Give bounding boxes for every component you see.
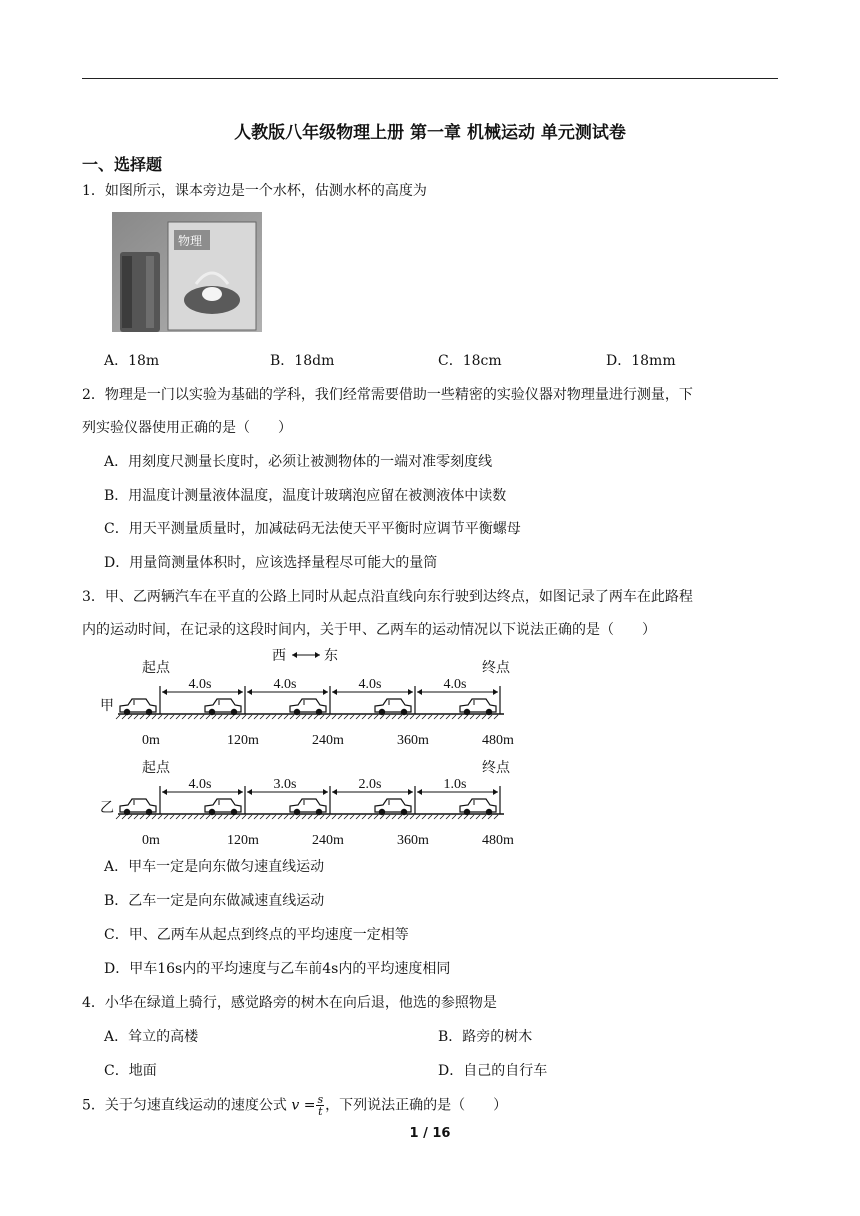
car-a-road-hatch	[200, 715, 204, 719]
car-b-road-hatch	[200, 815, 204, 819]
start-label-b: 起点	[142, 761, 170, 776]
end-label-a: 终点	[482, 661, 510, 676]
car-b-road-hatch	[260, 815, 264, 819]
car-a-road-hatch	[446, 715, 450, 719]
car-b-road-hatch	[272, 815, 276, 819]
car-a-road-hatch	[134, 715, 138, 719]
car-a-position-label-1: 120m	[227, 733, 259, 748]
q5-formula-numerator: s	[317, 1093, 324, 1106]
car-a-position-label-4: 480m	[482, 733, 514, 748]
car-a-road-hatch	[146, 715, 150, 719]
car-a-road-hatch	[410, 715, 414, 719]
car-a-interval-time-0: 4.0s	[188, 677, 212, 692]
car-a-road-hatch	[380, 715, 384, 719]
q2-option-c[interactable]: C．用天平测量质量时，加减砝码无法使天平平衡时应调节平衡螺母	[104, 521, 521, 537]
car-a-arrowhead-r-3	[493, 689, 498, 695]
car-b-road-hatch	[464, 815, 468, 819]
car-b-road-hatch	[458, 815, 462, 819]
car-b-interval-time-0: 4.0s	[188, 777, 212, 792]
q5-stem-suffix: ，下列说法正确的是（ ）	[325, 1097, 508, 1114]
car-a-car-1	[205, 699, 241, 715]
car-b-car-1	[205, 799, 241, 815]
car-a-road-hatch	[338, 715, 342, 719]
car-a-road-hatch	[248, 715, 252, 719]
car-a-road-hatch	[440, 715, 444, 719]
end-label-b: 终点	[482, 761, 510, 776]
car-b-road-hatch	[476, 815, 480, 819]
car-a-road-hatch	[404, 715, 408, 719]
car-a-road-hatch	[182, 715, 186, 719]
car-a-road-hatch	[122, 715, 126, 719]
car-a-road-hatch	[464, 715, 468, 719]
car-a-interval-time-3: 4.0s	[443, 677, 467, 692]
car-b-road-hatch	[332, 815, 336, 819]
car-b-arrowhead-r-2	[408, 789, 413, 795]
q2-option-b[interactable]: B．用温度计测量液体温度，温度计玻璃泡应留在被测液体中读数	[104, 488, 507, 504]
car-a-car-0	[120, 699, 156, 715]
car-b-road-hatch	[440, 815, 444, 819]
car-a-road-hatch	[308, 715, 312, 719]
car-b-position-label-0: 0m	[142, 833, 160, 846]
car-b-road-hatch	[398, 815, 402, 819]
car-b-road-hatch	[296, 815, 300, 819]
car-b-road-hatch	[356, 815, 360, 819]
car-b-road-hatch	[248, 815, 252, 819]
west-label: 西	[272, 649, 286, 664]
car-b-car-4	[460, 799, 496, 815]
q2-stem-line1: 2．物理是一门以实验为基础的学科，我们经常需要借助一些精密的实验仪器对物理量进行测量，下	[82, 387, 693, 403]
car-b-road-hatch	[446, 815, 450, 819]
car-a-road-hatch	[488, 715, 492, 719]
car-a-label: 甲	[100, 699, 114, 714]
car-a-road-hatch	[116, 715, 120, 719]
car-b-position-label-1: 120m	[227, 833, 259, 846]
q2-stem-line2: 列实验仪器使用正确的是（ ）	[82, 420, 292, 436]
q5-formula-fraction	[316, 1094, 324, 1117]
car-b-road-hatch	[374, 815, 378, 819]
car-b-road-hatch	[416, 815, 420, 819]
q1-option-c[interactable]: C．18cm	[438, 353, 502, 369]
car-b-road-hatch	[338, 815, 342, 819]
car-a-arrowhead-r-0	[238, 689, 243, 695]
car-a-road-hatch	[428, 715, 432, 719]
car-b-car-0	[120, 799, 156, 815]
car-a-car-4	[460, 699, 496, 715]
car-a-car-2	[290, 699, 326, 715]
car-a-road-hatch	[194, 715, 198, 719]
car-b-road-hatch	[218, 815, 222, 819]
car-b-interval-time-1: 3.0s	[273, 777, 297, 792]
car-b-road-hatch	[278, 815, 282, 819]
car-b-road-hatch	[152, 815, 156, 819]
car-b-road-hatch	[410, 815, 414, 819]
car-b-road-hatch	[290, 815, 294, 819]
car-b-arrowhead-r-1	[323, 789, 328, 795]
car-a-road-hatch	[296, 715, 300, 719]
header-rule	[82, 78, 778, 79]
car-a-road-hatch	[398, 715, 402, 719]
car-a-road-hatch	[236, 715, 240, 719]
car-b-road-hatch	[188, 815, 192, 819]
car-b-arrowhead-r-3	[493, 789, 498, 795]
car-a-road-hatch	[302, 715, 306, 719]
car-a-road-hatch	[344, 715, 348, 719]
car-a-road-hatch	[260, 715, 264, 719]
car-b-road-hatch	[404, 815, 408, 819]
cup-and-book-photo	[112, 212, 262, 332]
car-a-road-hatch	[314, 715, 318, 719]
car-a-road-hatch	[266, 715, 270, 719]
car-b-position-label-2: 240m	[312, 833, 344, 846]
car-a-position-label-3: 360m	[397, 733, 429, 748]
car-b-road-hatch	[194, 815, 198, 819]
car-b-road-hatch	[320, 815, 324, 819]
car-b-road-hatch	[428, 815, 432, 819]
car-b-car-3	[375, 799, 411, 815]
car-b-road-hatch	[140, 815, 144, 819]
car-a-road-hatch	[422, 715, 426, 719]
car-a-arrowhead-l-2	[332, 689, 337, 695]
car-a-road-hatch	[170, 715, 174, 719]
car-a-road-hatch	[242, 715, 246, 719]
car-a-road-hatch	[470, 715, 474, 719]
q2-option-d[interactable]: D．用量筒测量体积时，应该选择量程尽可能大的量筒	[104, 555, 438, 571]
car-a-arrowhead-l-1	[247, 689, 252, 695]
car-b-arrowhead-l-2	[332, 789, 337, 795]
car-b-road-hatch	[182, 815, 186, 819]
car-b-road-hatch	[302, 815, 306, 819]
car-a-road-hatch	[326, 715, 330, 719]
q3-stem-line1: 3．甲、乙两辆汽车在平直的公路上同时从起点沿直线向东行驶到达终点，如图记录了两车在此路程	[82, 589, 693, 605]
car-a-interval-time-1: 4.0s	[273, 677, 297, 692]
car-b-road-hatch	[170, 815, 174, 819]
car-a-road-hatch	[374, 715, 378, 719]
page-title: 人教版八年级物理上册 第一章 机械运动 单元测试卷	[234, 123, 626, 143]
q4-option-a[interactable]: A．耸立的高楼	[104, 1029, 199, 1045]
car-b-position-label-3: 360m	[397, 833, 429, 846]
car-b-arrowhead-l-1	[247, 789, 252, 795]
car-a-position-label-0: 0m	[142, 733, 160, 748]
car-b-road-hatch	[284, 815, 288, 819]
car-a-road-hatch	[158, 715, 162, 719]
car-a-road-hatch	[386, 715, 390, 719]
car-b-road-hatch	[266, 815, 270, 819]
car-a-road-hatch	[206, 715, 210, 719]
car-b-road-hatch	[308, 815, 312, 819]
q5-formula-denominator: t	[318, 1105, 323, 1118]
car-b-arrowhead-l-0	[162, 789, 167, 795]
car-a-road-hatch	[272, 715, 276, 719]
car-b-road-hatch	[434, 815, 438, 819]
car-a-road-hatch	[278, 715, 282, 719]
car-motion-diagram	[96, 646, 536, 846]
row-a-track	[116, 677, 514, 748]
car-b-road-hatch	[236, 815, 240, 819]
car-a-road-hatch	[434, 715, 438, 719]
car-b-road-hatch	[380, 815, 384, 819]
q3-option-c[interactable]: C．甲、乙两车从起点到终点的平均速度一定相等	[104, 927, 409, 943]
q5-formula-lhs: v =	[291, 1097, 316, 1114]
q5-stem	[82, 1094, 507, 1117]
car-a-road-hatch	[254, 715, 258, 719]
row-b-track	[116, 777, 514, 846]
car-b-road-hatch	[470, 815, 474, 819]
q1-option-d[interactable]: D．18mm	[606, 353, 676, 369]
car-b-road-hatch	[314, 815, 318, 819]
car-a-road-hatch	[164, 715, 168, 719]
q1-stem: 1．如图所示，课本旁边是一个水杯，估测水杯的高度为	[82, 183, 427, 199]
car-b-interval-time-3: 1.0s	[443, 777, 467, 792]
q4-option-b[interactable]: B．路旁的树木	[438, 1029, 533, 1045]
car-a-road-hatch	[458, 715, 462, 719]
car-b-road-hatch	[350, 815, 354, 819]
car-a-road-hatch	[392, 715, 396, 719]
q4-stem: 4．小华在绿道上骑行，感觉路旁的树木在向后退，他选的参照物是	[82, 995, 497, 1011]
q1-option-a[interactable]: A．18m	[104, 353, 160, 369]
car-b-road-hatch	[326, 815, 330, 819]
car-b-label: 乙	[100, 801, 114, 816]
q3-stem-line2: 内的运动时间，在记录的这段时间内，关于甲、乙两车的运动情况以下说法正确的是（ ）	[82, 622, 656, 638]
book-label: 物理	[178, 234, 203, 248]
car-b-road-hatch	[482, 815, 486, 819]
car-b-road-hatch	[116, 815, 120, 819]
car-a-road-hatch	[284, 715, 288, 719]
car-b-road-hatch	[164, 815, 168, 819]
car-a-road-hatch	[356, 715, 360, 719]
east-label: 东	[324, 649, 338, 664]
q5-stem-prefix: 5．关于匀速直线运动的速度公式	[82, 1097, 292, 1114]
car-a-arrowhead-r-2	[408, 689, 413, 695]
car-b-road-hatch	[392, 815, 396, 819]
q1-option-b[interactable]: B．18dm	[270, 353, 335, 369]
car-b-road-hatch	[128, 815, 132, 819]
car-a-road-hatch	[218, 715, 222, 719]
car-a-road-hatch	[320, 715, 324, 719]
q2-option-a[interactable]: A．用刻度尺测量长度时，必须让被测物体的一端对准零刻度线	[104, 454, 493, 470]
car-b-road-hatch	[494, 815, 498, 819]
car-b-road-hatch	[134, 815, 138, 819]
car-a-arrowhead-r-1	[323, 689, 328, 695]
car-a-road-hatch	[452, 715, 456, 719]
car-b-road-hatch	[422, 815, 426, 819]
car-a-road-hatch	[476, 715, 480, 719]
car-a-position-label-2: 240m	[312, 733, 344, 748]
car-b-road-hatch	[230, 815, 234, 819]
car-b-arrowhead-r-0	[238, 789, 243, 795]
car-b-road-hatch	[452, 815, 456, 819]
car-a-road-hatch	[224, 715, 228, 719]
car-b-road-hatch	[242, 815, 246, 819]
car-a-road-hatch	[188, 715, 192, 719]
car-a-road-hatch	[368, 715, 372, 719]
car-b-road-hatch	[146, 815, 150, 819]
start-label-a: 起点	[142, 661, 170, 676]
car-a-road-hatch	[362, 715, 366, 719]
car-b-car-2	[290, 799, 326, 815]
car-a-road-hatch	[152, 715, 156, 719]
car-b-road-hatch	[206, 815, 210, 819]
car-a-car-3	[375, 699, 411, 715]
q4-option-c[interactable]: C．地面	[104, 1063, 157, 1079]
car-a-road-hatch	[332, 715, 336, 719]
car-b-road-hatch	[158, 815, 162, 819]
section-heading: 一、选择题	[82, 155, 163, 174]
car-a-road-hatch	[128, 715, 132, 719]
car-a-arrowhead-l-3	[417, 689, 422, 695]
car-b-road-hatch	[224, 815, 228, 819]
q3-option-b[interactable]: B．乙车一定是向东做减速直线运动	[104, 893, 325, 909]
car-a-road-hatch	[230, 715, 234, 719]
car-b-road-hatch	[362, 815, 366, 819]
car-a-road-hatch	[416, 715, 420, 719]
q3-option-a[interactable]: A．甲车一定是向东做匀速直线运动	[104, 859, 325, 875]
car-b-position-label-4: 480m	[482, 833, 514, 846]
q4-option-d[interactable]: D．自己的自行车	[438, 1063, 548, 1079]
page-number: 1 / 16	[409, 1126, 451, 1141]
car-b-arrowhead-l-3	[417, 789, 422, 795]
car-a-road-hatch	[482, 715, 486, 719]
car-a-road-hatch	[140, 715, 144, 719]
car-a-road-hatch	[176, 715, 180, 719]
car-a-interval-time-2: 4.0s	[358, 677, 382, 692]
car-b-road-hatch	[254, 815, 258, 819]
car-a-road-hatch	[350, 715, 354, 719]
car-b-road-hatch	[368, 815, 372, 819]
car-b-road-hatch	[212, 815, 216, 819]
car-a-road-hatch	[290, 715, 294, 719]
car-b-interval-time-2: 2.0s	[358, 777, 382, 792]
car-b-road-hatch	[176, 815, 180, 819]
car-a-arrowhead-l-0	[162, 689, 167, 695]
car-a-road-hatch	[494, 715, 498, 719]
car-b-road-hatch	[122, 815, 126, 819]
car-b-road-hatch	[488, 815, 492, 819]
car-a-road-hatch	[212, 715, 216, 719]
car-b-road-hatch	[344, 815, 348, 819]
q3-option-d[interactable]: D．甲车16s内的平均速度与乙车前4s内的平均速度相同	[104, 961, 451, 977]
car-b-road-hatch	[386, 815, 390, 819]
